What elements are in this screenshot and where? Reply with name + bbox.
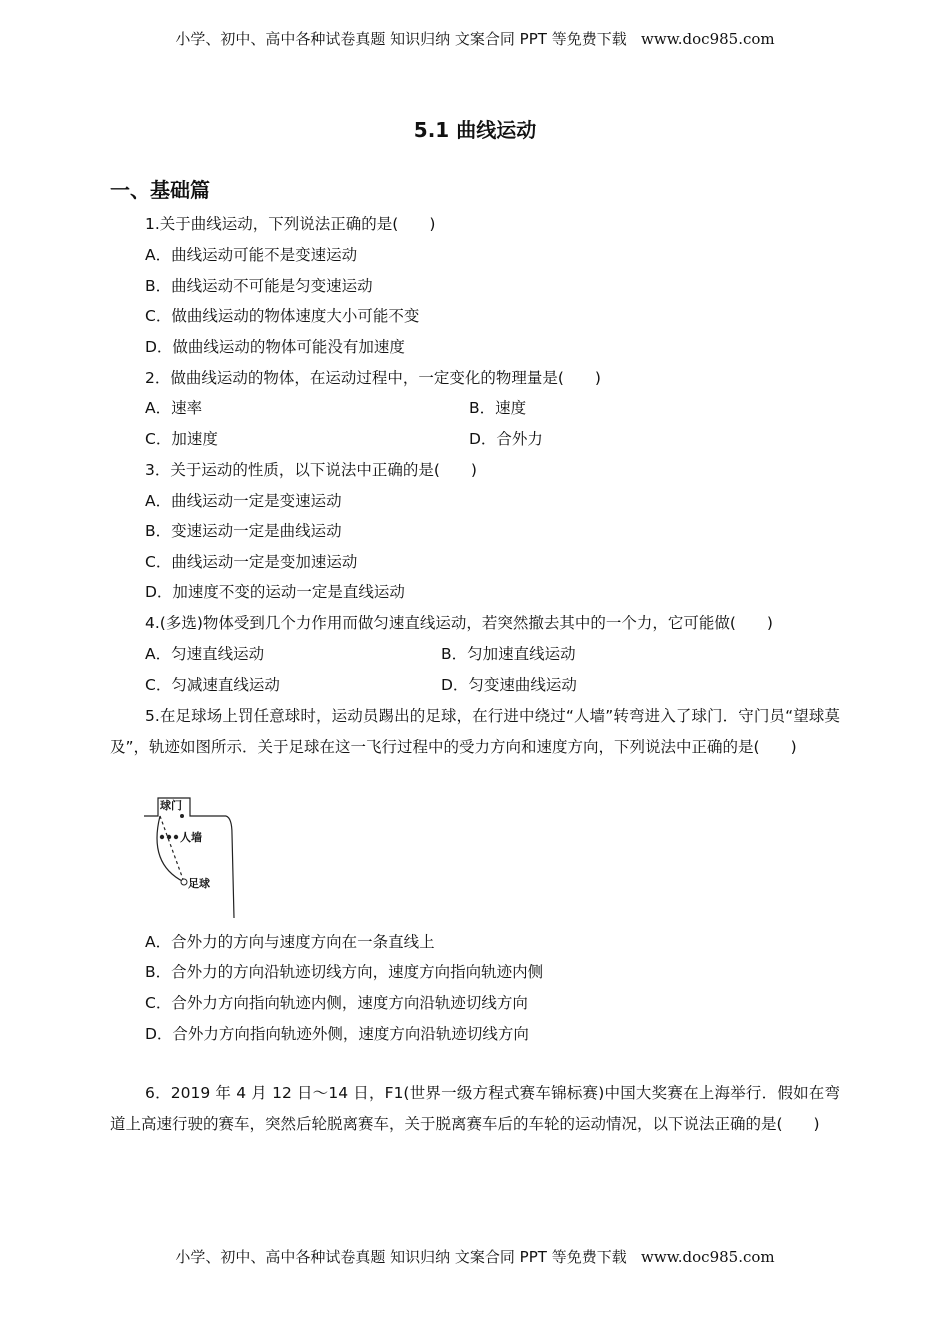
q5-option-b: B．合外力的方向沿轨迹切线方向，速度方向指向轨迹内侧 xyxy=(145,963,544,981)
q2-option-d: D．合外力 xyxy=(469,430,543,448)
page-header xyxy=(0,28,950,49)
q1-option-b: B．曲线运动不可能是匀变速运动 xyxy=(145,277,373,295)
football-trajectory-figure xyxy=(140,794,240,920)
header-site[interactable]: www.doc985.com xyxy=(641,30,775,48)
footer-text: 小学、初中、高中各种试卷真题 知识归纳 文案合同 PPT 等免费下载 xyxy=(175,1248,627,1266)
q1-option-a: A．曲线运动可能不是变速运动 xyxy=(145,246,358,264)
q4-option-a: A．匀速直线运动 xyxy=(145,645,265,663)
page-footer xyxy=(0,1246,950,1267)
wall-dot xyxy=(160,835,164,839)
footer-site[interactable]: www.doc985.com xyxy=(641,1248,775,1266)
goal-dot xyxy=(180,814,184,818)
goal-label: 球门 xyxy=(160,799,182,812)
q2-option-a: A．速率 xyxy=(145,399,203,417)
straight-dashed-line xyxy=(160,816,184,882)
q1-stem: 1.关于曲线运动，下列说法正确的是( ) xyxy=(145,215,436,233)
q3-option-d: D．加速度不变的运动一定是直线运动 xyxy=(145,583,405,601)
q5-option-a: A．合外力的方向与速度方向在一条直线上 xyxy=(145,933,435,951)
trajectory-curve xyxy=(157,816,184,882)
q3-stem: 3．关于运动的性质，以下说法中正确的是( ) xyxy=(145,461,477,479)
q4-option-b: B．匀加速直线运动 xyxy=(441,645,576,663)
wall-label: 人墙 xyxy=(180,831,202,844)
section-heading: 一、基础篇 xyxy=(110,178,210,202)
wall-dot xyxy=(174,835,178,839)
q3-option-b: B．变速运动一定是曲线运动 xyxy=(145,522,342,540)
sideline xyxy=(226,816,234,918)
q4-stem: 4.(多选)物体受到几个力作用而做匀速直线运动，若突然撤去其中的一个力，它可能做( ) xyxy=(145,614,773,632)
q1-option-c: C．做曲线运动的物体速度大小可能不变 xyxy=(145,307,420,325)
q5-option-d: D．合外力方向指向轨迹外侧，速度方向沿轨迹切线方向 xyxy=(145,1025,529,1043)
q4-option-c: C．匀减速直线运动 xyxy=(145,676,280,694)
q5-option-c: C．合外力方向指向轨迹内侧，速度方向沿轨迹切线方向 xyxy=(145,994,528,1012)
q4-option-d: D．匀变速曲线运动 xyxy=(441,676,577,694)
q6-stem: 6．2019 年 4 月 12 日～14 日，F1(世界一级方程式赛车锦标赛)中国大奖赛在上海举行．假如在弯道上高速行驶的赛车，突然后轮脱离赛车，关于脱离赛车后的车轮的运动情况，以下说法正确的是( ) xyxy=(110,1084,840,1133)
q3-option-a: A．曲线运动一定是变速运动 xyxy=(145,492,342,510)
q3-option-c: C．曲线运动一定是变加速运动 xyxy=(145,553,358,571)
header-text: 小学、初中、高中各种试卷真题 知识归纳 文案合同 PPT 等免费下载 xyxy=(175,30,627,48)
page-title: 5.1 曲线运动 xyxy=(413,118,537,142)
q1-option-d: D．做曲线运动的物体可能没有加速度 xyxy=(145,338,405,356)
wall-dot xyxy=(167,835,171,839)
ball-label: 足球 xyxy=(188,877,210,890)
q2-option-c: C．加速度 xyxy=(145,430,218,448)
q5-stem: 5.在足球场上罚任意球时，运动员踢出的足球，在行进中绕过“人墙”转弯进入了球门．守门员“望球莫及”，轨迹如图所示．关于足球在这一飞行过程中的受力方向和速度方向，下列说法中正确的是( ) xyxy=(110,707,840,756)
goal-outline xyxy=(144,798,226,816)
q2-option-b: B．速度 xyxy=(469,399,527,417)
q2-stem: 2．做曲线运动的物体，在运动过程中，一定变化的物理量是( ) xyxy=(145,369,601,387)
ball-icon xyxy=(181,879,187,885)
